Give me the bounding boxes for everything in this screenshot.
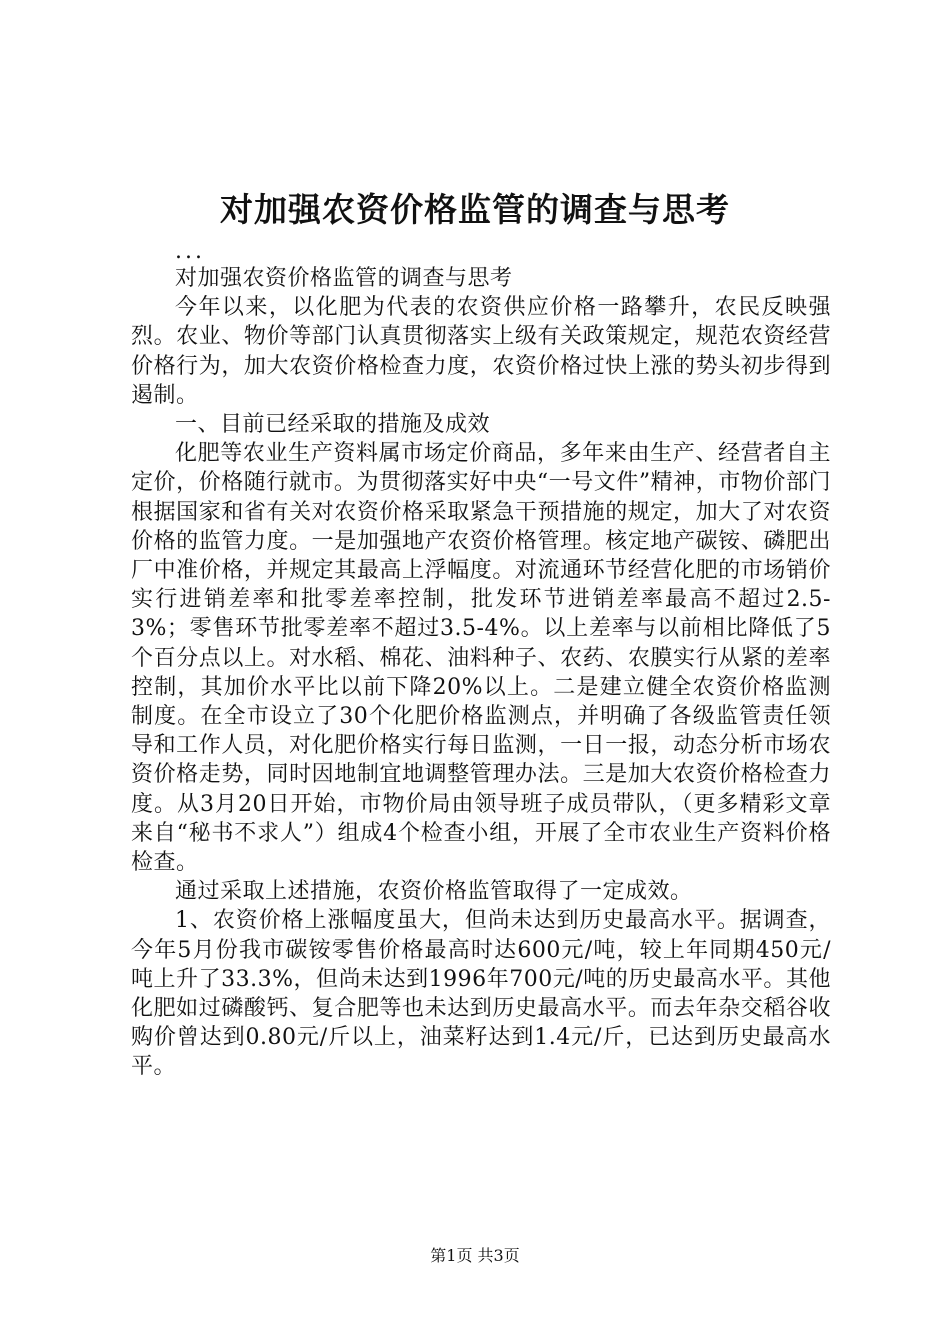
subtitle-paragraph: 对加强农资价格监管的调查与思考 (175, 266, 513, 291)
results-paragraph: 通过采取上述措施，农资价格监管取得了一定成效。 (175, 879, 693, 905)
intro-paragraph: 今年以来，以化肥为代表的农资供应价格一路攀升，农民反映强烈。农业、物价等部门认真贯彻落实上级有关政策规定，规范农资经营价格行为，加大农资价格检查力度，农资价格过快上涨的势头初步得到遏制。 (131, 295, 831, 408)
document-body (131, 240, 831, 1082)
section-heading: 一、目前已经采取的措施及成效 (175, 412, 491, 438)
document-title: 对加强农资价格监管的调查与思考 (220, 190, 730, 229)
measures-paragraph: 化肥等农业生产资料属市场定价商品，多年来由生产、经营者自主定价，价格随行就市。为贯彻落实好中央“一号文件”精神，市物价部门根据国家和省有关对农资价格采取紧急干预措施的规定，加大了对农资价格的监管力度。一是加强地产农资价格管理。核定地产碳铵、磷肥出厂中准价格，并规定其最高上浮幅度。对流通环节经营化肥的市场销价实行进销差率和批零差率控制，批发环节进销差率最高不超过2.5-3%；零售环节批零差率不超过3.5-4%。以上差率与以前相比降低了5个百分点以上。对水稻、棉花、油料种子、农药、农膜实行从紧的差率控制，其加价水平比以前下降20%以上。二是建立健全农资价格监测制度。在全市设立了30个化肥价格监测点，并明确了各级监管责任领导和工作人员，对化肥价格实行每日监测，一日一报，动态分析市场农资价格走势，同时因地制宜地调整管理办法。三是加大农资价格检查力度。从3月20日开始，市物价局由领导班子成员带队，（更多精彩文章来自“秘书不求人”）组成4个检查小组，开展了全市农业生产资料价格检查。 (131, 441, 831, 876)
ellipsis-mark: ... (175, 239, 205, 264)
point-one-paragraph: 1、农资价格上涨幅度虽大，但尚未达到历史最高水平。据调查，今年5月份我市碳铵零售价格最高时达600元/吨，较上年同期450元/吨上升了33.3%，但尚未达到1996年700元/吨的历史最高水平。其他化肥如过磷酸钙、复合肥等也未达到历史最高水平。而去年杂交稻谷收购价曾达到0.80元/斤以上，油菜籽达到1.4元/斤，已达到历史最高水平。 (131, 908, 831, 1080)
page-footer: 第1页 共3页 (430, 1246, 520, 1265)
